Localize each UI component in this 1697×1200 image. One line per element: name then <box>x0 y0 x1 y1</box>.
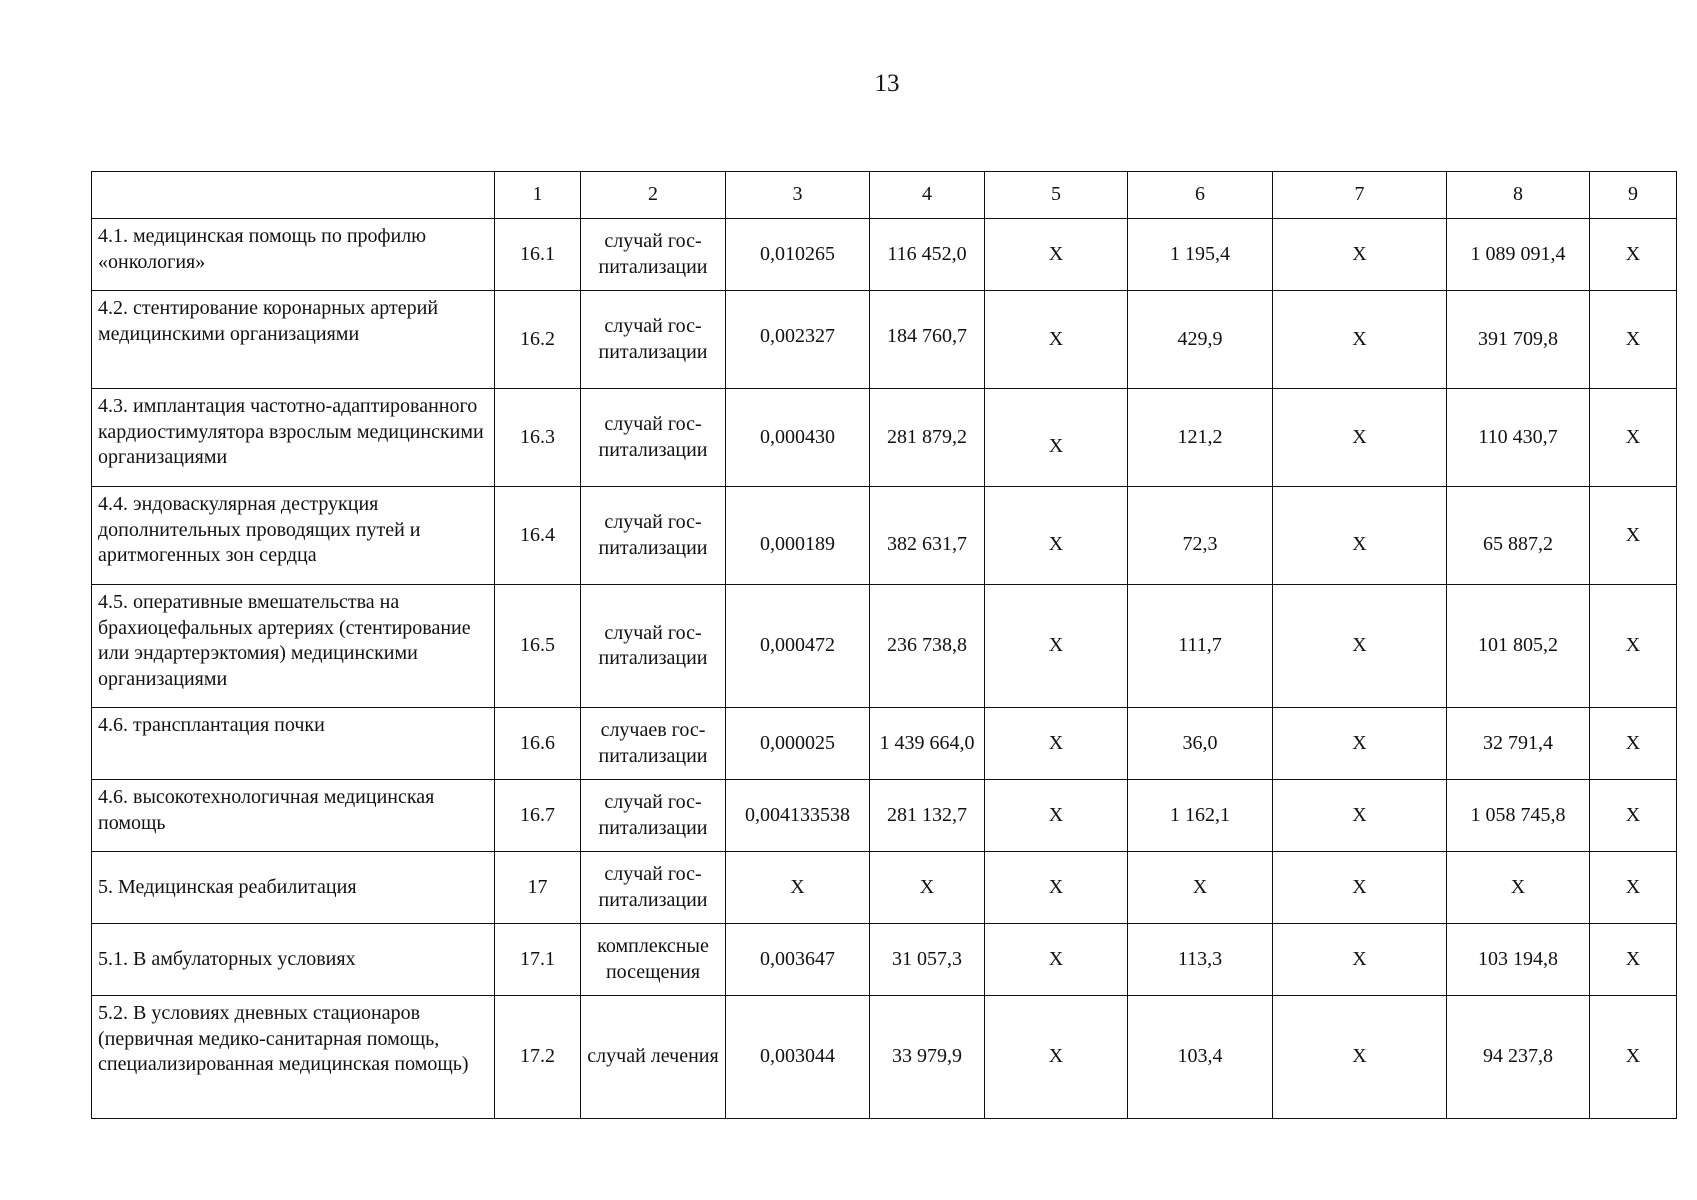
row-name: 4.1. медицинская помощь по профилю «онкология» <box>92 219 495 291</box>
row-unit: случай лечения <box>581 996 726 1119</box>
row-col3: 0,000189 <box>726 487 870 585</box>
table-row <box>92 219 1677 291</box>
row-col4: 116 452,0 <box>870 219 985 291</box>
row-col6: 121,2 <box>1128 389 1273 487</box>
row-col7: Х <box>1273 291 1447 389</box>
row-col7: Х <box>1273 585 1447 708</box>
row-col8: 101 805,2 <box>1447 585 1590 708</box>
row-unit: случай гос-питализации <box>581 852 726 924</box>
table-row <box>92 291 1677 389</box>
row-col5: Х <box>985 219 1128 291</box>
row-col8: 65 887,2 <box>1447 487 1590 585</box>
page-number: 13 <box>874 70 900 97</box>
row-name: 5.1. В амбулаторных условиях <box>92 924 495 996</box>
row-name: 4.6. высокотехнологичная медицинская помощь <box>92 780 495 852</box>
row-col6: 113,3 <box>1128 924 1273 996</box>
row-unit: комплексные посещения <box>581 924 726 996</box>
row-name: 4.6. трансплантация почки <box>92 708 495 780</box>
row-col6: Х <box>1128 852 1273 924</box>
row-col9: Х <box>1590 996 1677 1119</box>
row-col3: 0,000472 <box>726 585 870 708</box>
row-col3: 0,003044 <box>726 996 870 1119</box>
row-col6: 72,3 <box>1128 487 1273 585</box>
row-col9: Х <box>1590 708 1677 780</box>
row-col4: 382 631,7 <box>870 487 985 585</box>
row-col3: 0,000025 <box>726 708 870 780</box>
row-col3: 0,000430 <box>726 389 870 487</box>
row-col4: 31 057,3 <box>870 924 985 996</box>
row-col6: 36,0 <box>1128 708 1273 780</box>
row-col8: 32 791,4 <box>1447 708 1590 780</box>
row-col5: Х <box>985 585 1128 708</box>
row-code: 17.2 <box>495 996 581 1119</box>
table-row <box>92 585 1677 708</box>
row-col8: 103 194,8 <box>1447 924 1590 996</box>
row-col6: 1 195,4 <box>1128 219 1273 291</box>
row-name: 4.3. имплантация частотно-адаптированного кардиостимулятора взрослым медицинскими организациями <box>92 389 495 487</box>
row-code: 17 <box>495 852 581 924</box>
row-name: 5. Медицинская реабилитация <box>92 852 495 924</box>
table-row <box>92 996 1677 1119</box>
row-col4: 33 979,9 <box>870 996 985 1119</box>
row-code: 16.4 <box>495 487 581 585</box>
header-cell-7: 7 <box>1273 172 1447 219</box>
header-cell-9: 9 <box>1590 172 1677 219</box>
row-col7: Х <box>1273 780 1447 852</box>
row-name: 4.5. оперативные вмешательства на брахиоцефальных артериях (стентирование или эндартерэктомия) медицинскими организациями <box>92 585 495 708</box>
row-col8: 110 430,7 <box>1447 389 1590 487</box>
row-col7: Х <box>1273 852 1447 924</box>
header-cell-6: 6 <box>1128 172 1273 219</box>
row-unit: случай гос-питализации <box>581 780 726 852</box>
row-col5: Х <box>985 996 1128 1119</box>
row-col8: 1 089 091,4 <box>1447 219 1590 291</box>
header-row <box>92 172 1677 219</box>
row-col4: 281 132,7 <box>870 780 985 852</box>
row-col3: 0,002327 <box>726 291 870 389</box>
row-col5: Х <box>985 389 1128 487</box>
row-col4: 281 879,2 <box>870 389 985 487</box>
row-code: 16.2 <box>495 291 581 389</box>
data-table <box>91 171 1677 1119</box>
row-col7: Х <box>1273 219 1447 291</box>
row-col5: Х <box>985 291 1128 389</box>
header-cell-4: 4 <box>870 172 985 219</box>
row-col8: Х <box>1447 852 1590 924</box>
row-col5: Х <box>985 708 1128 780</box>
row-unit: случай гос-питализации <box>581 585 726 708</box>
row-col3: 0,010265 <box>726 219 870 291</box>
row-code: 16.3 <box>495 389 581 487</box>
row-col9: Х <box>1590 852 1677 924</box>
row-code: 17.1 <box>495 924 581 996</box>
row-col9: Х <box>1590 291 1677 389</box>
row-unit: случай гос-питализации <box>581 291 726 389</box>
row-col8: 94 237,8 <box>1447 996 1590 1119</box>
row-col4: Х <box>870 852 985 924</box>
row-unit: случай гос-питализации <box>581 219 726 291</box>
row-code: 16.6 <box>495 708 581 780</box>
row-col8: 1 058 745,8 <box>1447 780 1590 852</box>
row-code: 16.5 <box>495 585 581 708</box>
row-unit: случаев гос-питализации <box>581 708 726 780</box>
row-col3: 0,003647 <box>726 924 870 996</box>
table-row <box>92 708 1677 780</box>
table-row <box>92 487 1677 585</box>
header-cell-1: 1 <box>495 172 581 219</box>
row-col7: Х <box>1273 389 1447 487</box>
header-cell-3: 3 <box>726 172 870 219</box>
row-col9: Х <box>1590 585 1677 708</box>
row-unit: случай гос-питализации <box>581 389 726 487</box>
row-col7: Х <box>1273 487 1447 585</box>
row-col5: Х <box>985 924 1128 996</box>
row-col3: Х <box>726 852 870 924</box>
row-col9: Х <box>1590 780 1677 852</box>
row-col9: Х <box>1590 924 1677 996</box>
row-col4: 184 760,7 <box>870 291 985 389</box>
row-col6: 111,7 <box>1128 585 1273 708</box>
row-col5: Х <box>985 487 1128 585</box>
row-col6: 103,4 <box>1128 996 1273 1119</box>
row-unit: случай гос-питализации <box>581 487 726 585</box>
row-col8: 391 709,8 <box>1447 291 1590 389</box>
header-cell-0 <box>92 172 495 219</box>
row-col7: Х <box>1273 924 1447 996</box>
table-row <box>92 389 1677 487</box>
row-name: 4.4. эндоваскулярная деструкция дополнительных проводящих путей и аритмогенных зон сердца <box>92 487 495 585</box>
row-col6: 429,9 <box>1128 291 1273 389</box>
table-row <box>92 924 1677 996</box>
row-code: 16.7 <box>495 780 581 852</box>
row-code: 16.1 <box>495 219 581 291</box>
table-row <box>92 852 1677 924</box>
row-name: 5.2. В условиях дневных стационаров (первичная медико-санитарная помощь, специализированная медицинская помощь) <box>92 996 495 1119</box>
row-col5: Х <box>985 780 1128 852</box>
row-col7: Х <box>1273 708 1447 780</box>
row-col9: Х <box>1590 389 1677 487</box>
row-col3: 0,004133538 <box>726 780 870 852</box>
header-cell-5: 5 <box>985 172 1128 219</box>
header-cell-2: 2 <box>581 172 726 219</box>
row-col4: 236 738,8 <box>870 585 985 708</box>
table-row <box>92 780 1677 852</box>
row-col5: Х <box>985 852 1128 924</box>
row-col4: 1 439 664,0 <box>870 708 985 780</box>
row-col6: 1 162,1 <box>1128 780 1273 852</box>
row-col7: Х <box>1273 996 1447 1119</box>
row-col9: Х <box>1590 487 1677 585</box>
header-cell-8: 8 <box>1447 172 1590 219</box>
row-col9: Х <box>1590 219 1677 291</box>
row-name: 4.2. стентирование коронарных артерий медицинскими организациями <box>92 291 495 389</box>
